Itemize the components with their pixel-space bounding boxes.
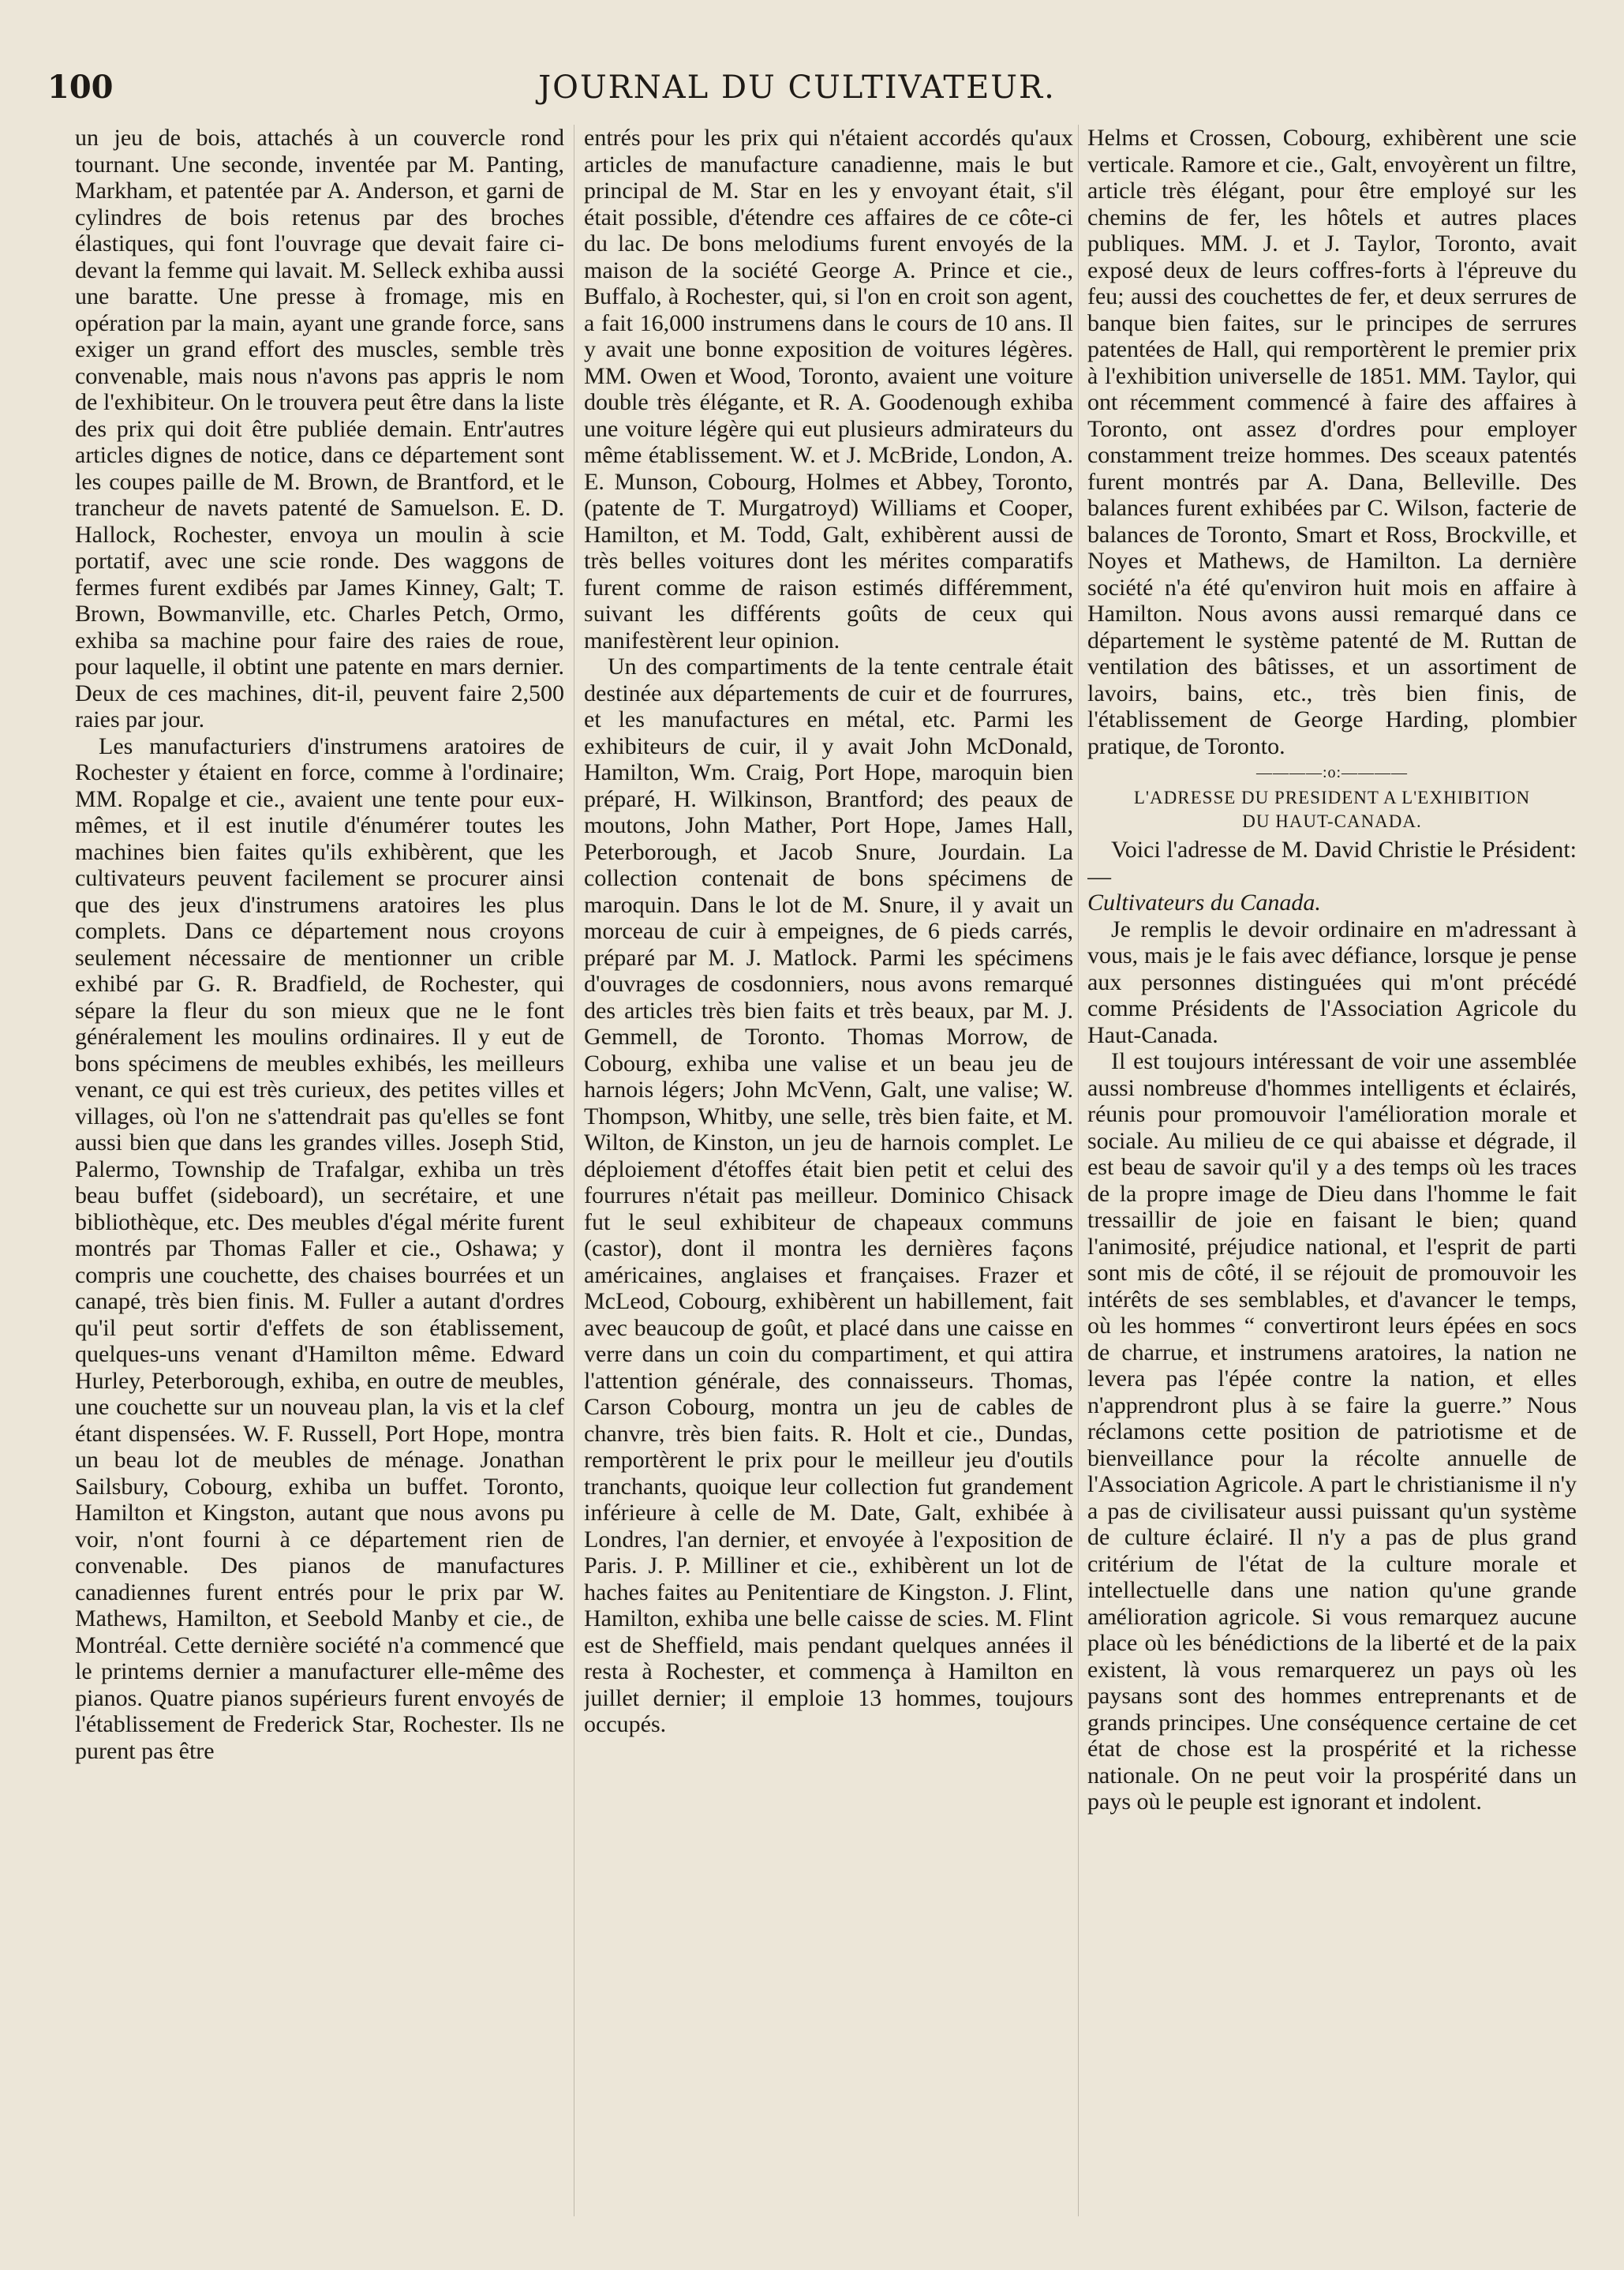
address-paragraph: Je remplis le devoir ordinaire en m'adressant à vous, mais je le fais avec défiance, lorsque je pense aux personnes distinguées qui m'ont précédé comme Présidents de l'Association Agricole du Haut-Canada. — [1087, 916, 1577, 1048]
section-title — [1087, 786, 1577, 833]
address-salutation: Cultivateurs du Canada. — [1087, 890, 1321, 916]
article-paragraph: Les manufacturiers d'instrumens aratoires de Rochester y étaient en force, comme à l'ordinaire; MM. Ropalge et cie., avaient une tente pour eux-mêmes, et il est inutile d'énumérer toutes les machines bien faites qu'ils exhibèrent, que les cultivateurs peuvent facilement se procurer ainsi que des jeux d'instrumens aratoires les plus complets. Dans ce département nous croyons seulement nécessaire de mentionner un crible exhibé par G. R. Bradfield, de Rochester, qui sépare la fleur du son mieux que ne le font généralement les moulins ordinaires. Il y eut de bons spécimens de meubles exhibés, les meilleurs venant, ce qui est très curieux, des petites villes et villages, où l'on ne s'attendrait pas qu'elles se font aussi bien que dans les grandes villes. Joseph Stid, Palermo, Township de Trafalgar, exhiba un très beau buffet (sideboard), un secrétaire, et une bibliothèque, etc. Des meubles d'égal mérite furent montrés par Thomas Faller et cie., Oshawa; y compris une couchette, des chaises bourrées et un canapé, très bien finis. M. Fuller a autant d'ordres qu'il peut sortir d'effets de son établissement, quelques-uns venant d'Hamilton même. Edward Hurley, Peterborough, exhiba, en outre de meubles, une couchette sur un nouveau plan, la vis et la clef étant dispensées. W. F. Russell, Port Hope, montra un beau lot de meubles de ménage. Jonathan Sailsbury, Cobourg, exhiba un buffet. Toronto, Hamilton et Kingston, autant que nous avons pu voir, n'ont fourni à ce département rien de convenable. Des pianos de manufactures canadiennes furent entrés pour le prix par W. Mathews, Hamilton, et Seebold Manby et cie., de Montréal. Cette dernière société n'a commencé que le printems dernier a manufacturer elle-même des pianos. Quatre pianos supérieurs furent envoyés de l'établissement de Frederick Star, Rochester. Ils ne purent pas être — [75, 732, 564, 1764]
article-paragraph: Helms et Crossen, Cobourg, exhibèrent une scie verticale. Ramore et cie., Galt, envoyèrent un filtre, article très élégant, pour être employé sur les chemins de fer, les hôtels et autres places publiques. MM. J. et J. Taylor, Toronto, avait exposé deux de leurs coffres-forts à l'épreuve du feu; aussi des couchettes de fer, et deux serrures de banque bien faites, sur le principes de serrures patentées de Hall, qui remportèrent le premier prix à l'exhibition universelle de 1851. MM. Taylor, qui ont récemment commencé à faire des affaires à Toronto, ont assez d'ordres pour employer constamment treize hommes. Des sceaux patentés furent montrés par A. Dana, Belleville. Des balances furent exhibées par C. Wilson, facterie de balances de Toronto, Smart et Ross, Brockville, et Noyes et Mathews, de Hamilton. La dernière société n'a été qu'environ huit mois en affaire à Hamilton. Nous avons aussi remarqué dans ce département le système patenté de M. Ruttan de ventilation des bâtisses, et un assortiment de lavoirs, bains, etc., très bien finis, de l'établissement de George Harding, plombier pratique, de Toronto. — [1087, 125, 1577, 759]
address-paragraph: Il est toujours intéressant de voir une assemblée aussi nombreuse d'hommes intelligents et éclairés, réunis pour promouvoir l'amélioration morale et sociale. Au milieu de ce qui abaisse et dégrade, il est beau de savoir qu'il y a des temps où les traces de la propre image de Dieu dans l'homme le fait tressaillir de joie en faisant le bien; quand l'animosité, préjudice national, et l'esprit de parti sont mis de côté, il se réjouit de promouvoir les intérêts de ses semblables, et d'avancer le temps, où les hommes “ convertiront leurs épées en socs de charrue, et instrumens aratoires, la nation ne levera pas l'épée contre la nation, et elles n'apprendront plus à se faire la guerre.” Nous réclamons cette position de patriotisme et de bienveillance pour la récolte annuelle de l'Association Agricole. A part le christianisme il n'y a pas de civilisateur aussi puissant qu'un système de culture éclairé. Il n'y a pas de plus grand critérium de l'état de la culture morale et intellectuelle dans une nation qu'une grande amélioration agricole. Si vous remarquez aucune place où les bénédictions de la liberté et de la paix existent, là vous remarquerez un pays où les paysans sont des hommes entreprenants et de grands principes. Une conséquence certaine de cet état de chose est la prospérité et la richesse nationale. On ne peut voir la prospérité dans un pays où le peuple est ignorant et indolent. — [1087, 1048, 1577, 1815]
article-paragraph: entrés pour les prix qui n'étaient accordés qu'aux articles de manufacture canadienne, mais le but principal de M. Star en les y envoyant était, s'il était possible, d'étendre ces affaires de ce côte-ci du lac. De bons melodiums furent envoyés de la maison de la société George A. Prince et cie., Buffalo, à Rochester, qui, si l'on en croit son agent, a fait 16,000 instrumens dans le cours de 10 ans. Il y avait une bonne exposition de voitures légères. MM. Owen et Wood, Toronto, avaient une voiture double très élégante, et R. A. Goodenough exhiba une voiture légère qui eut plusieurs admirateurs du même établissement. W. et J. McBride, London, A. E. Munson, Cobourg, Holmes et Abbey, Toronto, (patente de T. Murgatroyd) Williams et Cooper, Hamilton, et M. Todd, Galt, exhibèrent aussi de très belles voitures dont les mérites comparatifs furent comme de raison estimés différemment, suivant les différents goûts de ceux qui manifestèrent leur opinion. — [584, 125, 1073, 654]
section-title-line: DU HAUT-CANADA. — [1242, 811, 1422, 831]
running-head — [47, 68, 1547, 107]
column-1 — [75, 125, 564, 2224]
column-separator — [1078, 125, 1079, 2216]
column-3 — [1087, 125, 1577, 2224]
article-paragraph: un jeu de bois, attachés à un couvercle rond tournant. Une seconde, inventée par M. Panting, Markham, et patentée par A. Anderson, et garni de cylindres de bois retenus par des broches élastiques, qui font l'ouvrage que devait faire ci-devant la femme qui lavait. M. Selleck exhiba aussi une baratte. Une presse à fromage, mis en opération par la main, ayant une grande force, sans exiger un grand effort des muscles, semble très convenable, mais nous n'avons pas appris le nom de l'exhibiteur. On le trouvera peut être dans la liste des prix qui doit être publiée demain. Entr'autres articles dignes de notice, dans ce département sont les coupes paille de M. Brown, de Brantford, et le trancheur de navets patenté de Samuelson. E. D. Hallock, Rochester, envoya un moulin à scie portatif, avec une scie ronde. Des waggons de fermes furent exdibés par James Kinney, Galt; T. Brown, Bowmanville, etc. Charles Petch, Ormo, exhiba sa machine pour faire des raies de roue, pour laquelle, il obtint une patente en mars dernier. Deux de ces machines, dit-il, peuvent faire 2,500 raies par jour. — [75, 125, 564, 732]
column-2 — [584, 125, 1073, 2224]
section-title-line: L'ADRESSE DU PRESIDENT A L'EXHIBITION — [1133, 788, 1531, 807]
page-number: 100 — [47, 69, 114, 106]
journal-title: JOURNAL DU CULTIVATEUR. — [538, 69, 1056, 106]
article-paragraph: Un des compartiments de la tente centrale était destinée aux départements de cuir et de fourrures, et les manufactures en métal, etc. Parmi les exhibiteurs de cuir, il y avait John McDonald, Hamilton, Wm. Craig, Port Hope, maroquin bien préparé, H. Wilkinson, Brantford; des peaux de moutons, John Mather, Port Hope, James Hall, Peterborough, et Jacob Snure, Jourdain. La collection contenait de bons spécimens de maroquin. Dans le lot de M. Snure, il y avait un morceau de cuir à empeignes, de 6 pieds carrés, préparé par M. J. Matlock. Parmi les spécimens d'ouvrages de cosdonniers, nous avons remarqué des articles très bien faits et très beaux, par M. J. Gemmell, de Toronto. Thomas Morrow, de Cobourg, exhiba une valise et un beau jeu de harnois légers; John McVenn, Galt, une valise; W. Thompson, Whitby, une selle, très bien faite, et M. Wilton, de Kinston, un jeu de harnois complet. Le déploiement d'étoffes était bien petit et celui des fourrures n'était pas meilleur. Dominico Chisack fut le seul exhibiteur de chapeaux communs (castor), dont il montra les dernières façons américaines, anglaises et françaises. Frazer et McLeod, Cobourg, exhibèrent un habillement, fait avec beaucoup de goût, et placé dans une caisse en verre dans un coin du compartiment, et qui attira l'attention générale, des connaisseurs. Thomas, Carson Cobourg, montra un jeu de cables de chanvre, très bien faits. R. Holt et cie., Dundas, remportèrent le prix pour le meilleur jeu d'outils tranchants, quoique leur collection fut grandement inférieure à celle de M. Date, Galt, exhibée à Londres, l'an dernier, et envoyée à l'exposition de Paris. J. P. Milliner et cie., exhibèrent un lot de haches faites au Penitentiare de Kingston. J. Flint, Hamilton, exhiba une belle caisse de scies. M. Flint est de Sheffield, mais pendant quelques années il resta à Rochester, et commença à Hamilton en juillet dernier; il emploie 13 hommes, toujours occupés. — [584, 654, 1073, 1737]
address-intro: Voici l'adresse de M. David Christie le Président:— — [1087, 837, 1577, 890]
section-divider: ————:o:———— — [1255, 764, 1409, 781]
